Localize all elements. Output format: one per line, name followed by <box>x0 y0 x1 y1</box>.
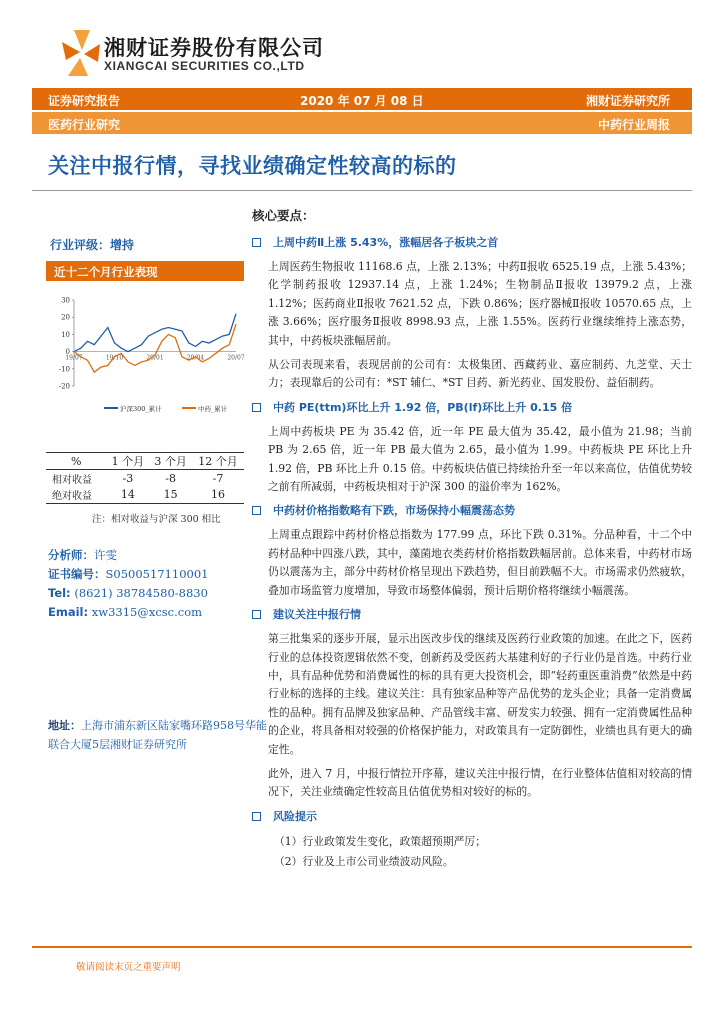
cert-label: 证书编号： <box>48 567 106 581</box>
title-divider <box>32 190 692 191</box>
core-heading: 核心要点： <box>252 208 315 223</box>
footer-divider <box>32 946 692 948</box>
returns-header-cell: 1 个月 <box>107 453 150 470</box>
y-tick-label: -10 <box>58 365 70 374</box>
x-tick-label: 20/04 <box>186 354 205 362</box>
row-label: 相对收益 <box>52 474 92 486</box>
section-title: 中药材价格指数略有下跌，市场保持小幅震荡态势 <box>273 504 515 518</box>
industry-name: 医药行业研究 <box>48 118 121 132</box>
header-band-top <box>32 88 692 110</box>
core-points <box>252 206 692 872</box>
table-row <box>46 470 244 487</box>
report-series: 中药行业周报 <box>597 118 670 132</box>
tel-label: Tel: <box>48 586 71 600</box>
paragraph: 此外，进入 7 月，中报行情拉开序幕，建议关注中报行情，在行业整体估值相对较高的情况下，关注业绩确定性较高且估值优势相对较好的标的。 <box>268 766 693 799</box>
section-heading <box>252 808 692 824</box>
performance-title: 近十二个月行业表现 <box>46 261 244 281</box>
returns-table-header <box>46 453 244 470</box>
analyst-info <box>48 546 209 622</box>
table-row <box>46 487 244 504</box>
address-text: 上海市浦东新区陆家嘴环路958号华能联合大厦5层湘财证券研究所 <box>48 719 267 751</box>
paragraph: 上周医药生物报收 11168.6 点，上涨 2.13%；中药Ⅱ报收 6525.19 点，上涨 5.43%；化学制药报收 12937.14 点，上涨 1.24%；生物制品Ⅱ报收 13979.2 点，上涨 1.12%；医药商业Ⅱ报收 7621.52 点，下跌 0.86%；医疗器械Ⅱ报收 10570.65 点，上涨 3.66%；医疗服务Ⅱ报收 8998.93 点，上涨 1.55%。医药行业继续维持上涨态势，其中，中药板块涨幅居前。 <box>268 260 692 347</box>
x-tick-label: 19/10 <box>105 354 124 362</box>
address-block <box>48 716 268 754</box>
series-lines <box>74 314 236 372</box>
paragraph: 从公司表现来看，表现居前的公司有：太极集团、西藏药业、嘉应制药、九芝堂、天士力；表现靠后的公司有：*ST 辅仁、*ST 目药、新光药业、国发股份、益佰制药。 <box>268 358 692 390</box>
y-tick-label: 0 <box>65 348 70 357</box>
section-heading <box>252 234 692 250</box>
series-hs300-line <box>74 314 236 352</box>
checkbox-icon <box>252 506 261 515</box>
table-cell: -7 <box>212 471 224 485</box>
table-cell: 15 <box>149 487 192 504</box>
institute-name: 湘财证券研究所 <box>585 94 670 108</box>
table-cell: -3 <box>122 471 134 485</box>
checkbox-icon <box>252 610 261 619</box>
analyst-name: 许雯 <box>94 548 117 562</box>
cert-number: S0500517110001 <box>105 567 209 581</box>
section-heading <box>252 502 692 518</box>
returns-table <box>46 452 244 504</box>
checkbox-icon <box>252 238 261 247</box>
email-link[interactable]: xw3315@xcsc.com <box>91 605 203 619</box>
table-cell: -8 <box>165 471 176 485</box>
y-tick-label: 10 <box>61 330 70 339</box>
y-tick-label: 30 <box>61 296 70 305</box>
address-label: 地址： <box>48 719 81 732</box>
legend-tcm: 中药_累计 <box>198 405 228 413</box>
industry-rating: 行业评级：增持 <box>50 238 135 252</box>
paragraph: 第三批集采的逐步开展，显示出医改步伐的继续及医药行业政策的加速。在此之下，医药行业的总体投资逻辑依然不变，创新药及受医药大基建利好的子行业仍是首选。中药行业中，具有品种优势和消费属性的标的具有更大投资机会，即“轻药重医重消费”依然是中药行业标的选择的主线。建议关注：具有独家品种等产品优势的龙头企业；具备一定消费属性的品种。拥有品牌及独家品种、产品管线丰富、研发实力较强、拥有一定消费属性品种的企业，将具备相对较强的价格保护能力，对政策具有一定防御性，业绩也具有更大的确定性。 <box>268 632 692 756</box>
table-cell: 14 <box>107 487 150 504</box>
company-name-cn: 湘财证券股份有限公司 <box>104 36 324 60</box>
company-name-en: XIANGCAI SECURITIES CO.,LTD <box>104 59 305 73</box>
paragraph: 上周重点跟踪中药材价格总指数为 177.99 点，环比下跌 0.31%。分品种看，十二个中药材品种中四涨八跌，其中，藻菌地衣类药材价格指数跌幅居前。总体来看，中药材市场仍以震荡为主，部分中药材价格呈现出下跌趋势，但目前跌幅不大。市场需求仍然疲软，叠加市场监管力度增加，导致市场整体偏弱，预计后期价格将继续小幅震荡。 <box>268 528 692 597</box>
company-logo <box>60 28 102 78</box>
checkbox-icon <box>252 403 261 412</box>
table-cell: 16 <box>192 487 244 504</box>
email-label: Email: <box>48 605 89 619</box>
chart-legend <box>104 404 228 413</box>
paragraph: 上周中药板块 PE 为 35.42 倍，近一年 PE 最大值为 35.42，最小值为 21.98；当前 PB 为 2.65 倍，近一年 PB 最大值为 2.65，最小值为 1.99。中药板块 PE 环比上升 1.92 倍，PB 环比上升 0.15 倍。中药板块估值已持续抬升至一年以来高位，估值优势较之前有所减弱，中药板块相对于沪深 300 的溢价率为 162%。 <box>268 424 692 494</box>
header-band-bottom <box>32 112 692 134</box>
page-title: 关注中报行情，寻找业绩确定性较高的标的 <box>48 154 457 178</box>
x-tick-label: 19/07 <box>65 354 83 362</box>
returns-header-cell: 3 个月 <box>149 453 192 470</box>
section-heading <box>252 606 692 622</box>
section-title: 中药 PE(ttm)环比上升 1.92 倍，PB(lf)环比上升 0.15 倍 <box>273 400 573 414</box>
checkbox-icon <box>252 812 261 821</box>
report-date: 2020 年 07 月 08 日 <box>300 94 424 108</box>
y-axis <box>59 297 74 391</box>
section-title: 上周中药Ⅱ上涨 5.43%，涨幅居各子板块之首 <box>273 236 499 249</box>
tel-number: (8621) 38784580-8830 <box>74 586 208 600</box>
returns-header-cell: 12 个月 <box>192 453 244 470</box>
risk-item: （2）行业及上市公司业绩波动风险。 <box>274 854 454 868</box>
y-tick-label: -20 <box>58 382 70 391</box>
returns-header-cell: % <box>46 453 107 470</box>
report-type: 证券研究报告 <box>48 94 121 108</box>
section-heading <box>252 399 692 415</box>
returns-note: 注：相对收益与沪深 300 相比 <box>92 514 221 525</box>
footer-disclaimer[interactable]: 敬请阅读末页之重要声明 <box>76 962 181 973</box>
legend-hs300: 沪深300_累计 <box>120 405 162 413</box>
section-title: 风险提示 <box>273 809 317 823</box>
x-tick-label: 20/07 <box>227 354 245 362</box>
series-tcm-line <box>74 324 236 372</box>
y-tick-label: 20 <box>61 313 70 322</box>
x-tick-label: 20/01 <box>146 354 164 362</box>
performance-chart <box>46 290 246 420</box>
x-axis <box>65 352 244 362</box>
section-title: 建议关注中报行情 <box>273 608 361 622</box>
risk-item: （1）行业政策发生变化，政策超预期严厉； <box>274 834 487 848</box>
analyst-label: 分析师： <box>48 548 94 562</box>
row-label: 绝对收益 <box>46 487 107 504</box>
